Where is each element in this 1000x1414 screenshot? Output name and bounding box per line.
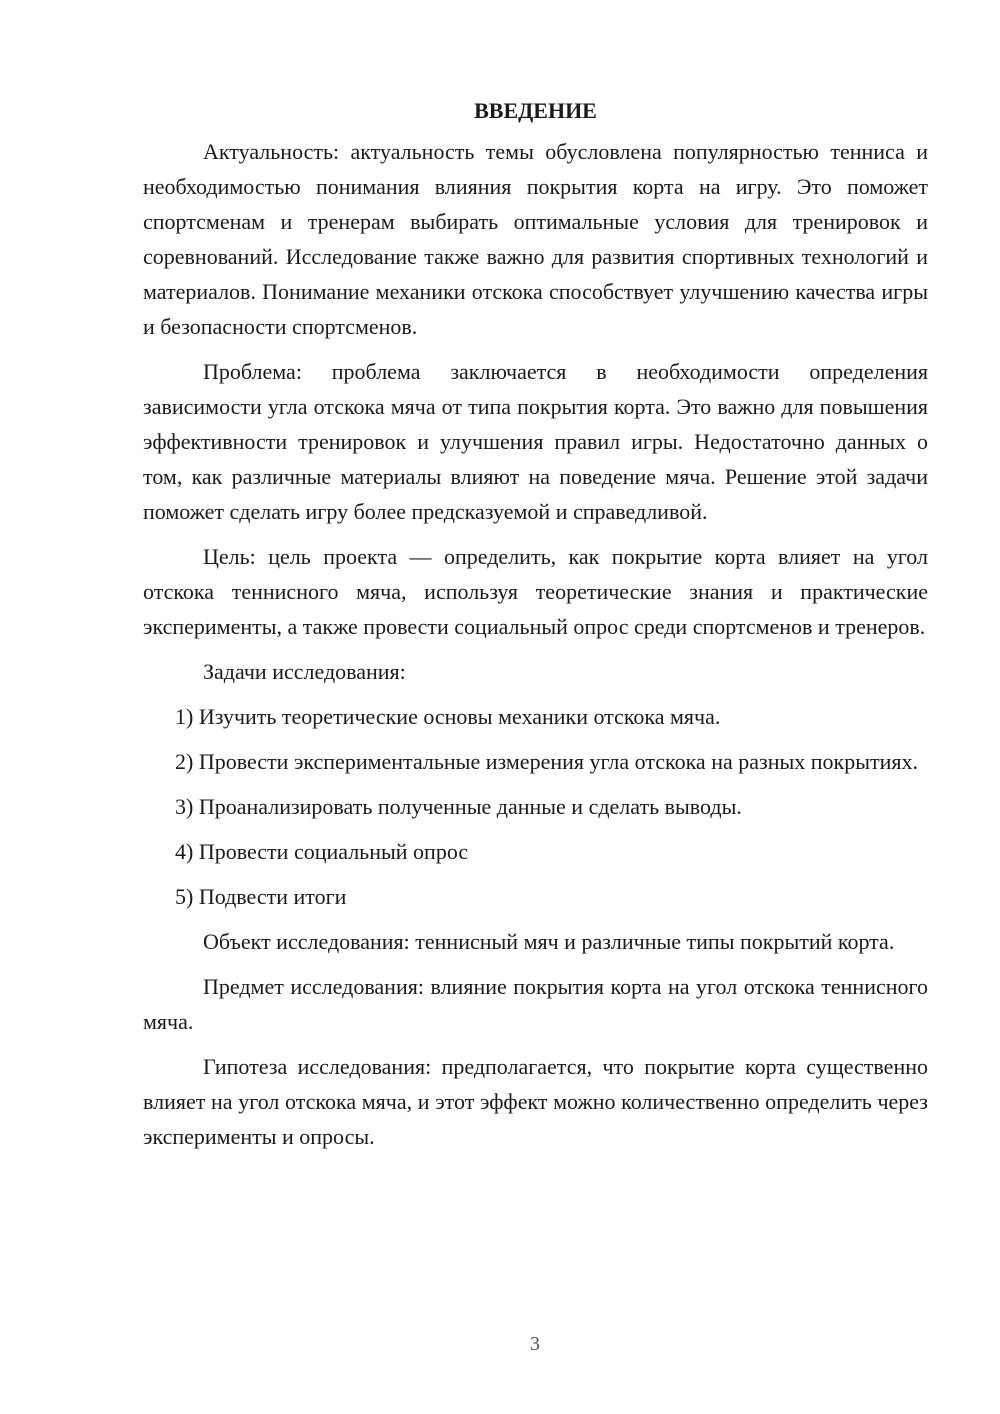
paragraph-hypothesis: Гипотеза исследования: предполагается, что покрытие корта существенно влияет на угол отскока мяча, и этот эффект можно количественно определить через эксперименты и опросы. (143, 1054, 928, 1149)
section-title: ВВЕДЕНИЕ (474, 98, 597, 123)
task-item: 4) Провести социальный опрос (175, 839, 469, 864)
task-item: 2) Провести экспериментальные измерения угла отскока на разных покрытиях. (175, 749, 918, 774)
task-item: 3) Проанализировать полученные данные и сделать выводы. (175, 794, 742, 819)
document-page (143, 93, 928, 1164)
paragraph-problem: Проблема: проблема заключается в необходимости определения зависимости угла отскока мяча от типа покрытия корта. Это важно для повышения эффективности тренировок и улучшения правил игры. Недостаточно данных о том, как различные материалы влияют на поведение мяча. Решение этой задачи поможет сделать игру более предсказуемой и справедливой. (143, 359, 928, 524)
page-number: 3 (530, 1333, 540, 1355)
paragraph-goal: Цель: цель проекта — определить, как покрытие корта влияет на угол отскока теннисного мяча, используя теоретические знания и практические эксперименты, а также провести социальный опрос среди спортсменов и тренеров. (143, 544, 928, 639)
task-item: 1) Изучить теоретические основы механики отскока мяча. (175, 704, 721, 729)
paragraph-object: Объект исследования: теннисный мяч и различные типы покрытий корта. (203, 929, 895, 954)
paragraph-subject: Предмет исследования: влияние покрытия корта на угол отскока теннисного мяча. (143, 974, 928, 1034)
paragraph-relevance: Актуальность: актуальность темы обусловлена популярностью тенниса и необходимостью понимания влияния покрытия корта на игру. Это поможет спортсменам и тренерам выбирать оптимальные условия для тренировок и соревнований. Исследование также важно для развития спортивных технологий и материалов. Понимание механики отскока способствует улучшению качества игры и безопасности спортсменов. (143, 139, 928, 339)
task-item: 5) Подвести итоги (175, 884, 347, 909)
tasks-heading: Задачи исследования: (203, 659, 406, 684)
